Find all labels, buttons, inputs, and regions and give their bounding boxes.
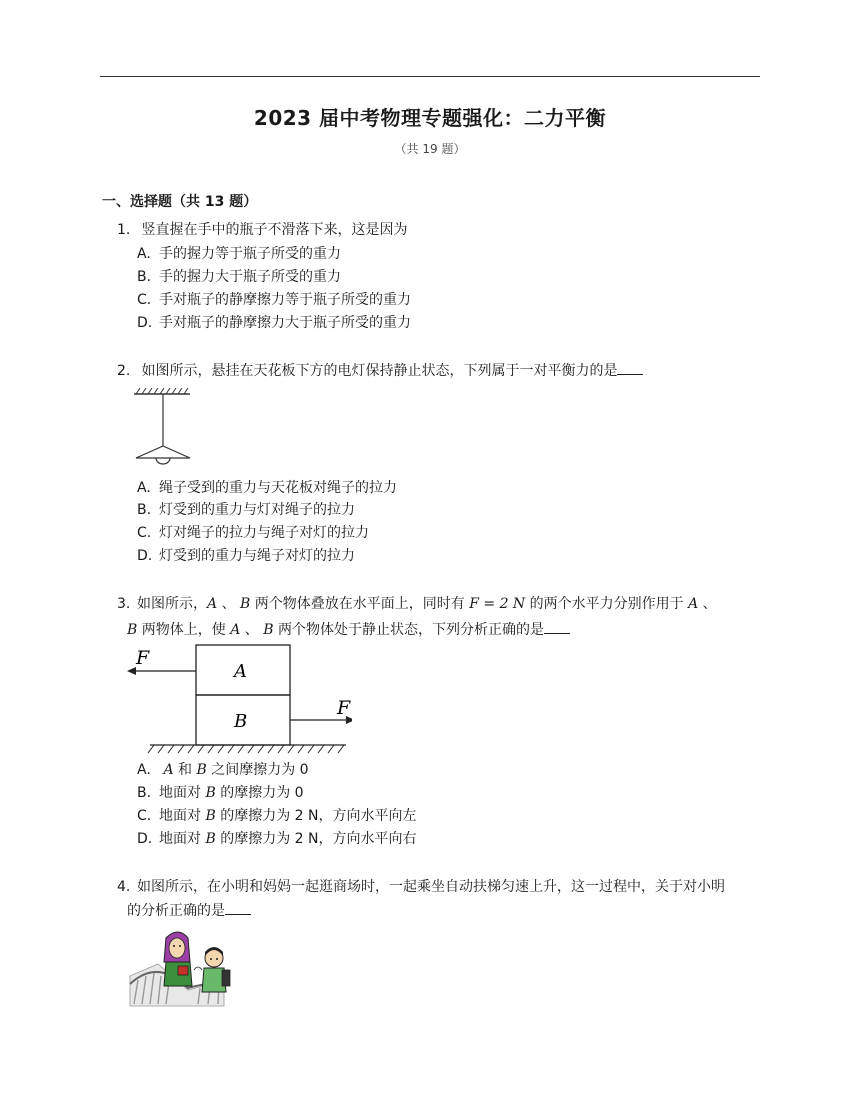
question-text: 、: [217, 596, 241, 612]
option-3a[interactable]: [137, 759, 309, 781]
question-text: 两个物体叠放在水平面上，同时有: [250, 596, 470, 612]
block-b-label: B: [234, 711, 248, 732]
option-text: 手对瓶子的静摩擦力大于瓶子所受的重力: [159, 315, 411, 331]
question-1: [117, 219, 407, 241]
question-text: 、: [240, 622, 264, 638]
option-letter: A.: [137, 480, 151, 496]
option-letter: A.: [137, 246, 151, 262]
option-1d[interactable]: [137, 312, 411, 334]
option-1c[interactable]: [137, 289, 411, 311]
header-rule: [100, 76, 760, 77]
right-force-label: F: [337, 697, 351, 719]
option-2c[interactable]: [137, 522, 369, 544]
option-letter: C.: [137, 292, 152, 308]
option-letter: B.: [137, 502, 152, 518]
question-3-line-1: [117, 593, 767, 615]
option-letter: D.: [137, 315, 153, 331]
option-letter: D.: [137, 831, 153, 847]
option-text: 手的握力等于瓶子所受的重力: [159, 246, 341, 262]
option-text: 灯受到的重力与灯对绳子的拉力: [159, 502, 355, 518]
option-2b[interactable]: [137, 499, 355, 521]
option-text: 地面对: [159, 808, 206, 824]
option-3c[interactable]: [137, 805, 416, 827]
option-text: 绳子受到的重力与天花板对绳子的拉力: [159, 480, 397, 496]
question-text: 竖直握在手中的瓶子不滑落下来，这是因为: [141, 222, 408, 238]
question-number: 2.: [117, 363, 131, 379]
escalator-illustration: [128, 928, 232, 1008]
question-2: [117, 360, 643, 382]
left-force-label: F: [136, 647, 150, 669]
symbol-a: A: [230, 622, 241, 638]
option-3d[interactable]: [137, 828, 416, 850]
question-text: 如图所示，悬挂在天花板下方的电灯保持静止状态，下列属于一对平衡力的是: [141, 363, 618, 379]
option-letter: B.: [137, 785, 152, 801]
question-text: 的分析正确的是: [127, 903, 225, 919]
symbol-a: A: [163, 762, 174, 778]
symbol-b: B: [205, 808, 216, 824]
question-text: 两物体上，使: [137, 622, 231, 638]
option-text: 地面对: [159, 831, 206, 847]
question-text: 的两个水平力分别作用于: [525, 596, 689, 612]
option-text: 和: [173, 762, 197, 778]
option-text: 的摩擦力为 2 N，方向水平向左: [215, 808, 417, 824]
stacked-blocks-figure: [124, 644, 352, 756]
question-text: 、: [698, 596, 717, 612]
symbol-a: A: [207, 596, 218, 612]
option-text: 灯受到的重力与绳子对灯的拉力: [159, 548, 355, 564]
option-1a[interactable]: [137, 243, 341, 265]
symbol-b: B: [196, 762, 207, 778]
ceiling-lamp-figure: [130, 388, 196, 468]
option-letter: C.: [137, 808, 152, 824]
option-letter: D.: [137, 548, 153, 564]
question-text: 如图所示，: [137, 596, 207, 612]
option-letter: A.: [137, 762, 151, 778]
option-text: 的摩擦力为 0: [215, 785, 304, 801]
option-text: 灯对绳子的拉力与绳子对灯的拉力: [159, 525, 369, 541]
option-letter: C.: [137, 525, 152, 541]
question-3-line-2: [127, 619, 570, 641]
option-text: 手的握力大于瓶子所受的重力: [159, 269, 341, 285]
force-equation: F = 2 N: [469, 596, 526, 612]
question-number: 3.: [117, 596, 131, 612]
symbol-b: B: [205, 785, 216, 801]
option-letter: B.: [137, 269, 152, 285]
page-title: 2023 届中考物理专题强化：二力平衡: [253, 106, 607, 130]
symbol-b: B: [205, 831, 216, 847]
question-text: 如图所示，在小明和妈妈一起逛商场时，一起乘坐自动扶梯匀速上升，这一过程中，关于对小明: [137, 879, 725, 895]
symbol-b: B: [240, 596, 251, 612]
option-2d[interactable]: [137, 545, 355, 567]
answer-blank: [544, 619, 570, 634]
option-2a[interactable]: [137, 477, 397, 499]
answer-blank: [225, 900, 251, 915]
option-3b[interactable]: [137, 782, 304, 804]
question-number: 4.: [117, 879, 131, 895]
option-text: 手对瓶子的静摩擦力等于瓶子所受的重力: [159, 292, 411, 308]
option-1b[interactable]: [137, 266, 341, 288]
symbol-b: B: [127, 622, 138, 638]
question-4-line-2: [127, 900, 251, 922]
question-number: 1.: [117, 222, 131, 238]
symbol-a: A: [688, 596, 699, 612]
symbol-b: B: [263, 622, 274, 638]
question-text: 两个物体处于静止状态，下列分析正确的是: [273, 622, 544, 638]
option-text: 地面对: [159, 785, 206, 801]
block-a-label: A: [234, 661, 247, 682]
question-4-line-1: [117, 876, 725, 898]
section-heading: 一、选择题（共 13 题）: [102, 194, 258, 210]
question-count: （共 19 题）: [394, 142, 466, 156]
option-text: 的摩擦力为 2 N，方向水平向右: [215, 831, 417, 847]
option-text: 之间摩擦力为 0: [206, 762, 309, 778]
answer-blank: [617, 360, 643, 375]
